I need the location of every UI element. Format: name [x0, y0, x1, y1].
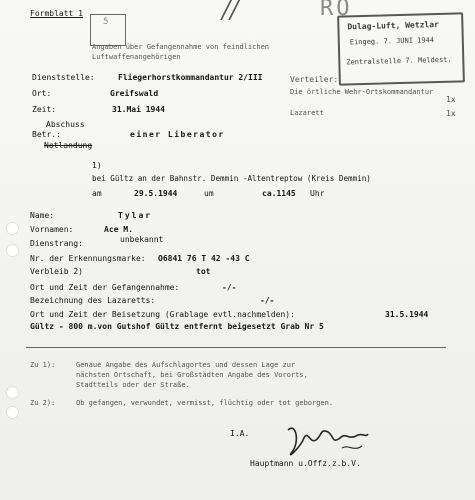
date-value: 29.5.1944 [134, 189, 178, 198]
vorname-value: Ace M. [104, 225, 133, 234]
stamp-line-1: Dulag-Luft, Wetzlar [347, 20, 440, 32]
receipt-stamp [337, 12, 465, 85]
beisetzung-label: Ort und Zeit der Beisetzung (Grablage evtl.nachmelden): [30, 310, 295, 319]
fn2-line1: Ob gefangen, verwundet, vermisst, flüchtig oder tot geborgen. [76, 399, 334, 407]
betr-sub: Notlandung [44, 141, 93, 150]
separator-line [26, 347, 446, 348]
form-number-box-mark: 5 [103, 17, 109, 27]
fn1-line1: Genaue Angabe des Aufschlagortes und dessen Lage zur [76, 361, 296, 369]
lazarett-value: -/- [260, 296, 275, 305]
verbleib-label: Verbleib 2) [30, 267, 83, 276]
ort-zeit-gef-label: Ort und Zeit der Gefangennahme: [30, 283, 180, 292]
verteiler-row2-count: 1x [446, 109, 456, 118]
form-id: Formblatt 1 [30, 9, 83, 18]
punch-hole [6, 244, 19, 257]
top-marks: RO [320, 0, 353, 21]
fn2-marker: Zu 2): [30, 399, 56, 407]
date-prefix: am [92, 189, 102, 198]
ort-zeit-gef-value: -/- [222, 283, 237, 292]
date-mid: um [204, 189, 214, 198]
signature-title: Hauptmann u.Offz.z.b.V. [250, 459, 361, 468]
fn1-line2: nächsten Ortschaft, bei Großstädten Angabe des Vororts, [76, 371, 308, 379]
verteiler-row2: Lazarett [290, 109, 324, 117]
ort-value: Greifswald [110, 89, 159, 98]
signature-ia: I.A. [230, 429, 250, 438]
date-suffix: Uhr [310, 189, 325, 198]
zeit-value: 31.Mai 1944 [112, 105, 165, 114]
abschuss-label: Abschuss [46, 120, 85, 129]
verteiler-label: Verteiler: [290, 75, 339, 84]
verbleib-value: tot [196, 267, 211, 276]
top-pen-mark: // [222, 0, 239, 24]
fn1-line3: Stadtteils oder der Straße. [76, 381, 190, 389]
dienstgrad-label: Dienstrang: [30, 239, 83, 248]
punch-hole [6, 222, 19, 235]
punch-hole [6, 386, 19, 399]
ort-line-value: bei Gültz an der Bahnstr. Demmin -Altentreptow (Kreis Demmin) [92, 174, 371, 183]
erkennungsmarke-value: O6841 76 T 42 -43 C [158, 254, 250, 263]
name-label: Name: [30, 211, 55, 220]
ort-label: Ort: [32, 89, 52, 98]
grab-line: Gültz - 800 m.von Gutshof Gültz entfernt beigesetzt Grab Nr 5 [30, 322, 324, 331]
stamp-line-2: Eingeg. 7. JUNI 1944 [349, 36, 435, 47]
verteiler-row1: Die örtliche Wehr-Ortskommandantur [290, 88, 434, 96]
time-value: ca.1145 [262, 189, 296, 198]
vorname-label: Vornamen: [30, 225, 74, 234]
header-title: Angaben über Gefangennahme von feindlichen Luftwaffenangehörigen [92, 43, 270, 61]
beisetzung-value: 31.5.1944 [385, 310, 429, 319]
betr-label: Betr.: [32, 130, 61, 139]
zeit-label: Zeit: [32, 105, 57, 114]
verteiler-row1-count: 1x [446, 95, 456, 104]
signature-scrawl [282, 418, 372, 462]
punch-hole [6, 406, 19, 419]
fn1-marker: Zu 1): [30, 361, 56, 369]
dienststelle-label: Dienststelle: [32, 73, 95, 82]
dienstgrad-value: unbekannt [120, 235, 164, 244]
erkennungsmarke-label: Nr. der Erkennungsmarke: [30, 254, 146, 263]
name-value: Tylar [118, 211, 153, 220]
betr-value: einer Liberator [130, 130, 225, 139]
ort-line-marker: 1) [92, 161, 102, 170]
stamp-line-3: Zentralstelle 7. Meldest. [346, 55, 452, 67]
lazarett-label: Bezeichnung des Lazaretts: [30, 296, 156, 305]
dienststelle-value: Fliegerhorstkommandantur 2/III [118, 73, 263, 82]
